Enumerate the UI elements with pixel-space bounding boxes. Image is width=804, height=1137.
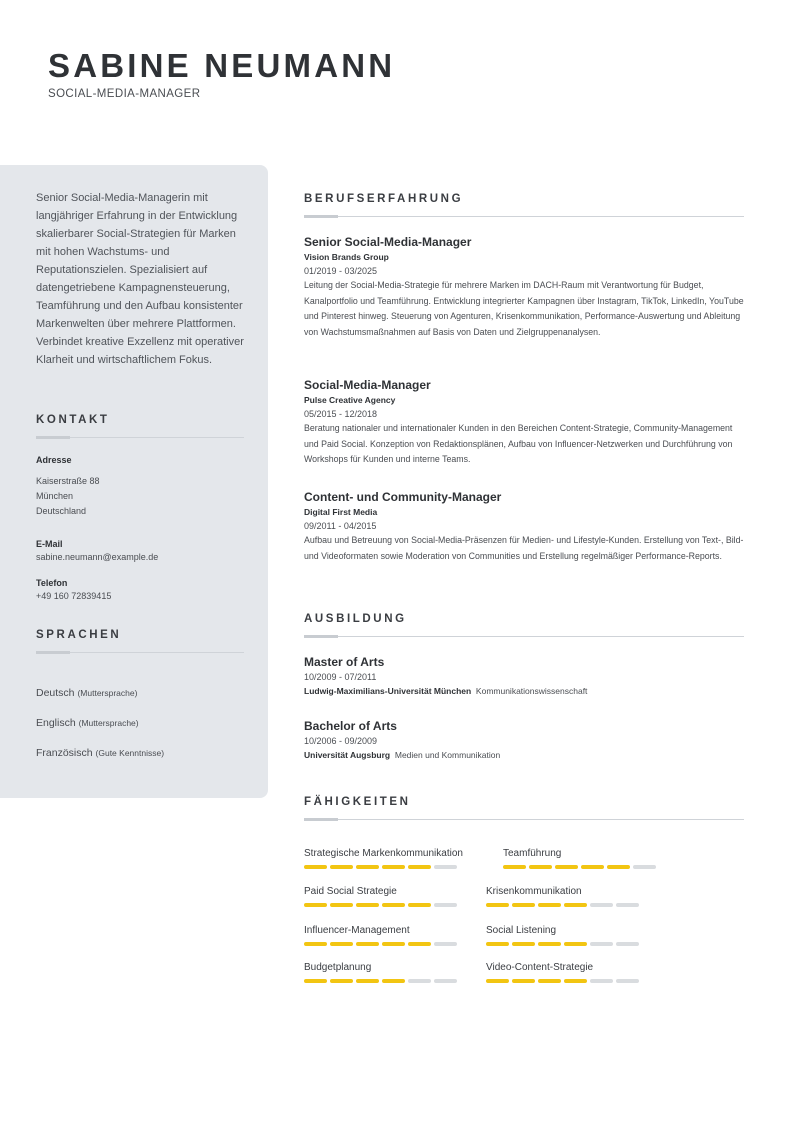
skill-level-empty	[408, 979, 431, 983]
sidebar	[0, 165, 268, 798]
skill-item	[304, 961, 457, 983]
job-description: Aufbau und Betreuung von Social-Media-Präsenzen für Medien- und Lifestyle-Kunden. Erstellung von Text-, Bild- und Videoformaten sowie Moderation von Communities und Erstellung regelmäßiger Performance-Reports.	[304, 535, 744, 561]
job-title: Senior Social-Media-Manager	[304, 235, 472, 249]
skill-level-filled	[382, 942, 405, 946]
skill-level-filled	[304, 979, 327, 983]
address-line: Kaiserstraße 88	[36, 476, 100, 486]
language-name: Englisch	[36, 717, 76, 729]
address-line: München	[36, 491, 74, 501]
skill-name: Strategische Markenkommunikation	[304, 848, 463, 859]
skill-level-filled	[382, 903, 405, 907]
skill-level-empty	[434, 942, 457, 946]
skill-level-filled	[356, 979, 379, 983]
skill-level-filled	[330, 865, 353, 869]
skill-level-filled	[304, 865, 327, 869]
skill-level-empty	[434, 903, 457, 907]
experience-section	[304, 192, 744, 561]
skill-name: Video-Content-Strategie	[486, 962, 594, 973]
job-entry	[304, 235, 744, 340]
languages-divider	[36, 651, 244, 655]
skill-level-filled	[564, 903, 587, 907]
job-title: Social-Media-Manager	[304, 378, 431, 392]
experience-divider	[304, 215, 744, 219]
skill-level-filled	[486, 979, 509, 983]
skill-level-bar	[304, 903, 457, 907]
skill-item	[503, 847, 656, 869]
skill-level-filled	[538, 979, 561, 983]
skill-level-filled	[408, 865, 431, 869]
job-company: Pulse Creative Agency	[304, 395, 396, 405]
job-dates: 01/2019 - 03/2025	[304, 266, 378, 276]
skill-level-filled	[564, 979, 587, 983]
skill-level-filled	[304, 903, 327, 907]
degree-title: Master of Arts	[304, 655, 385, 669]
education-details	[304, 684, 587, 699]
skill-name: Krisenkommunikation	[486, 886, 582, 897]
skill-level-empty	[434, 979, 457, 983]
skill-level-empty	[590, 903, 613, 907]
skill-level-filled	[486, 942, 509, 946]
skill-level-filled	[356, 903, 379, 907]
field-of-study: Medien und Kommunikation	[394, 750, 501, 760]
contact-title: KONTAKT	[36, 414, 110, 426]
skill-level-filled	[607, 865, 630, 869]
job-dates: 05/2015 - 12/2018	[304, 409, 378, 419]
skill-level-filled	[304, 942, 327, 946]
skill-level-filled	[564, 942, 587, 946]
skill-level-bar	[486, 979, 639, 983]
skill-level-filled	[538, 942, 561, 946]
skill-item	[304, 847, 463, 869]
skill-level-filled	[408, 942, 431, 946]
skill-level-filled	[356, 865, 379, 869]
skill-level-empty	[633, 865, 656, 869]
language-level: (Muttersprache)	[77, 688, 138, 698]
skill-item	[486, 885, 639, 907]
language-item	[36, 746, 164, 760]
skill-level-empty	[590, 942, 613, 946]
job-title: Content- und Community-Manager	[304, 490, 502, 504]
skill-level-bar	[486, 942, 639, 946]
skill-level-empty	[434, 865, 457, 869]
education-section	[304, 612, 744, 760]
languages-title: SPRACHEN	[36, 629, 122, 641]
job-company: Vision Brands Group	[304, 252, 389, 262]
contact-divider	[36, 436, 244, 440]
skill-name: Budgetplanung	[304, 962, 372, 973]
language-name: Deutsch	[36, 687, 75, 699]
education-dates: 10/2006 - 09/2009	[304, 736, 378, 746]
skill-level-filled	[330, 903, 353, 907]
skill-name: Influencer-Management	[304, 925, 410, 936]
address	[36, 474, 244, 519]
field-of-study: Kommunikationswissenschaft	[475, 686, 588, 696]
skill-level-filled	[512, 979, 535, 983]
skill-level-filled	[512, 942, 535, 946]
candidate-role: SOCIAL-MEDIA-MANAGER	[48, 88, 201, 100]
skill-level-filled	[382, 979, 405, 983]
skill-item	[486, 961, 639, 983]
skill-name: Social Listening	[486, 925, 557, 936]
job-description: Leitung der Social-Media-Strategie für mehrere Marken im DACH-Raum mit Verantwortung für Budget, Kanalportfolio und Teamführung. Entwicklung integrierter Kampagnen über Instagram, TikTok, LinkedIn, YouTube und Pinterest hinweg. Steuerung von Agenturen, Krisenkommunikation, Performance-Auswertung und Ableitung von Wachstumsmaßnahmen auf Basis von Daten und Zielgruppenanalysen.	[304, 280, 744, 337]
skill-level-filled	[486, 903, 509, 907]
address-line: Deutschland	[36, 506, 87, 516]
school-name: Ludwig-Maximilians-Universität München	[304, 686, 472, 696]
skill-level-filled	[538, 903, 561, 907]
skill-level-bar	[486, 903, 639, 907]
language-level: (Gute Kenntnisse)	[95, 748, 165, 758]
skill-level-filled	[503, 865, 526, 869]
language-item	[36, 716, 139, 730]
job-dates: 09/2011 - 04/2015	[304, 521, 377, 531]
language-name: Französisch	[36, 747, 93, 759]
education-entry	[304, 719, 500, 763]
job-entry	[304, 490, 744, 564]
skills-section	[304, 795, 744, 995]
phone-label: Telefon	[36, 578, 68, 588]
skill-level-filled	[330, 942, 353, 946]
skill-level-filled	[555, 865, 578, 869]
degree-title: Bachelor of Arts	[304, 719, 397, 733]
skill-name: Paid Social Strategie	[304, 886, 397, 897]
job-company: Digital First Media	[304, 507, 378, 517]
education-dates: 10/2009 - 07/2011	[304, 672, 377, 682]
skill-level-bar	[503, 865, 656, 869]
skill-level-filled	[356, 942, 379, 946]
language-level: (Muttersprache)	[78, 718, 139, 728]
skill-level-bar	[304, 942, 457, 946]
skill-level-filled	[382, 865, 405, 869]
email-value: sabine.neumann@example.de	[36, 552, 159, 562]
email-label: E-Mail	[36, 539, 63, 549]
job-entry	[304, 378, 744, 468]
education-title: AUSBILDUNG	[304, 613, 407, 625]
school-name: Universität Augsburg	[304, 750, 391, 760]
profile-summary: Senior Social-Media-Managerin mit langjähriger Erfahrung in der Entwicklung skalierbarer Social-Strategien für Marken mit hohen Wachstums- und Reputationszielen. Spezialisiert auf datengetriebene Kampagnensteuerung, Teamführung und den Aufbau konsistenter Markenwelten über mehrere Plattformen. Verbindet kreative Exzellenz mit operativer Klarheit und wirtschaftlichem Fokus.	[36, 192, 244, 366]
candidate-name: SABINE NEUMANN	[48, 47, 396, 84]
education-entry	[304, 655, 587, 699]
skill-item	[304, 924, 457, 946]
languages-section	[36, 628, 244, 768]
skill-level-bar	[304, 979, 457, 983]
language-item	[36, 686, 137, 700]
education-details	[304, 748, 500, 763]
skill-item	[486, 924, 639, 946]
skill-level-empty	[616, 903, 639, 907]
skill-name: Teamführung	[503, 848, 562, 859]
skill-item	[304, 885, 457, 907]
skill-level-empty	[590, 979, 613, 983]
resume-header	[48, 46, 395, 100]
job-description: Beratung nationaler und internationaler Kunden in den Bereichen Content-Strategie, Community-Management und Paid Social. Konzeption von Redaktionsplänen, Aufbau von Influencer-Netzwerken und Durchführung von Workshops für Kunden und interne Teams.	[304, 423, 733, 464]
skills-divider	[304, 818, 744, 822]
skill-level-filled	[330, 979, 353, 983]
skills-title: FÄHIGKEITEN	[304, 796, 411, 808]
skill-level-filled	[512, 903, 535, 907]
experience-title: BERUFSERFAHRUNG	[304, 193, 464, 205]
address-label: Adresse	[36, 455, 72, 465]
skill-level-filled	[408, 903, 431, 907]
skill-level-bar	[304, 865, 463, 869]
skill-level-filled	[529, 865, 552, 869]
skill-level-filled	[581, 865, 604, 869]
phone-value: +49 160 72839415	[36, 591, 112, 601]
skill-level-empty	[616, 942, 639, 946]
contact-section	[36, 413, 244, 604]
education-divider	[304, 635, 744, 639]
skill-level-empty	[616, 979, 639, 983]
